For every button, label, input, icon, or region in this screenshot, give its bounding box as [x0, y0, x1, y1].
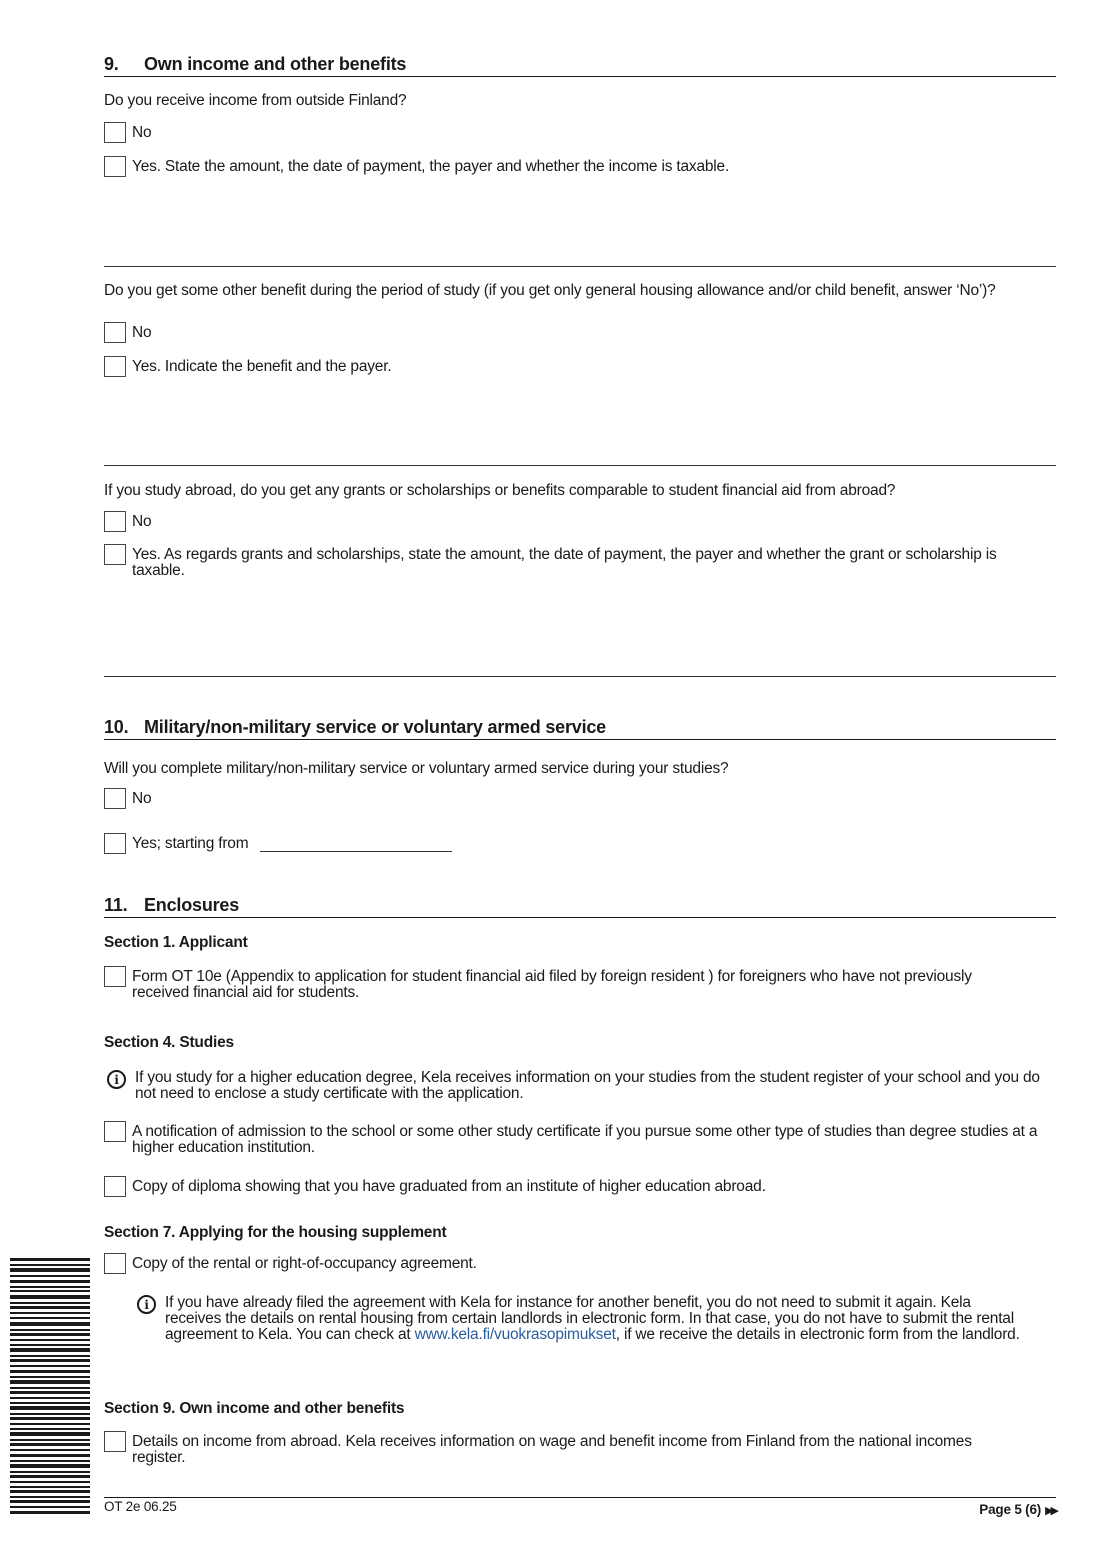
service-no-checkbox[interactable]	[104, 788, 126, 809]
option-label: Yes; starting from	[132, 835, 249, 852]
enclosure-admission-checkbox[interactable]	[104, 1121, 126, 1142]
option-label: No	[132, 790, 152, 807]
enclosure-studies-heading: Section 4. Studies	[104, 1034, 234, 1051]
section-11-title	[104, 895, 1056, 918]
option-label: Yes. Indicate the benefit and the payer.	[132, 358, 392, 375]
abroad-grants-no-checkbox[interactable]	[104, 511, 126, 532]
income-abroad-question: Do you receive income from outside Finland?	[104, 92, 407, 109]
other-benefit-no-checkbox[interactable]	[104, 322, 126, 343]
income-abroad-no-option	[104, 122, 1056, 143]
info-text	[165, 1295, 1025, 1343]
service-start-date-field[interactable]	[260, 838, 452, 852]
enclosure-income-heading: Section 9. Own income and other benefits	[104, 1400, 405, 1417]
service-yes-checkbox[interactable]	[104, 833, 126, 854]
option-label: No	[132, 513, 152, 530]
section-number: 11.	[104, 895, 128, 915]
option-label: Copy of the rental or right-of-occupancy agreement.	[132, 1255, 477, 1272]
other-benefit-no-option	[104, 322, 1056, 343]
enclosure-diploma-checkbox[interactable]	[104, 1176, 126, 1197]
info-text: If you study for a higher education degree, Kela receives information on your studies from the student register of your school and you do not need to enclose a study certificate with the application.	[135, 1069, 1040, 1102]
service-yes-option	[104, 833, 1056, 854]
page-indicator	[979, 1502, 1056, 1517]
answer-line[interactable]	[104, 266, 1056, 267]
enclosure-diploma-option	[104, 1176, 1056, 1197]
option-label: A notification of admission to the school or some other study certificate if you pursue some other type of studies than degree studies at a higher education institution.	[132, 1123, 1038, 1156]
enclosure-ot10e-checkbox[interactable]	[104, 966, 126, 987]
enclosure-admission-option	[104, 1121, 1056, 1156]
abroad-grants-question: If you study abroad, do you get any grants or scholarships or benefits comparable to student financial aid from abroad?	[104, 482, 896, 499]
info-text-part: If you have already filed the agreement with Kela for instance for another benefit, you do not need to submit it again. Kela receives the details on rental housing from certain landlords in electronic form. In that case, you do not have to submit the rental agreement to Kela. You can check at	[165, 1294, 1014, 1343]
option-label: No	[132, 324, 152, 341]
enclosure-rental-checkbox[interactable]	[104, 1253, 126, 1274]
option-label: Details on income from abroad. Kela receives information on wage and benefit income from Finland from the national incomes register.	[132, 1433, 972, 1466]
income-abroad-yes-option	[104, 156, 1056, 177]
section-title-text: Enclosures	[144, 895, 240, 915]
double-arrow-right-icon: ▶▶	[1045, 1505, 1056, 1517]
enclosure-rental-option	[104, 1253, 1056, 1274]
enclosure-housing-heading: Section 7. Applying for the housing supplement	[104, 1224, 447, 1241]
info-circle-icon: i	[107, 1070, 126, 1089]
other-benefit-yes-checkbox[interactable]	[104, 356, 126, 377]
answer-line[interactable]	[104, 465, 1056, 466]
form-code: OT 2e 06.25	[104, 1499, 177, 1514]
enclosure-income-abroad-option	[104, 1431, 1056, 1466]
other-benefit-question: Do you get some other benefit during the period of study (if you get only general housing allowance and/or child benefit, answer ‘No’)?	[104, 282, 996, 299]
abroad-grants-no-option	[104, 511, 1056, 532]
section-10-title	[104, 717, 1056, 740]
option-label: No	[132, 124, 152, 141]
studies-info-note	[107, 1070, 1057, 1102]
abroad-grants-yes-checkbox[interactable]	[104, 544, 126, 565]
footer-divider	[104, 1497, 1056, 1498]
section-number: 9.	[104, 54, 119, 74]
answer-line[interactable]	[104, 676, 1056, 677]
section-title-text: Own income and other benefits	[144, 54, 407, 74]
enclosure-income-abroad-checkbox[interactable]	[104, 1431, 126, 1452]
info-text-part: , if we receive the details in electronic form from the landlord.	[615, 1326, 1020, 1343]
abroad-grants-yes-option	[104, 544, 1056, 579]
option-label: Yes. State the amount, the date of payment, the payer and whether the income is taxable.	[132, 158, 730, 175]
housing-info-note	[137, 1295, 1057, 1343]
service-question: Will you complete military/non-military service or voluntary armed service during your studies?	[104, 760, 729, 777]
option-label: Yes. As regards grants and scholarships, state the amount, the date of payment, the payer and whether the grant or scholarship is taxable.	[132, 546, 997, 579]
section-title-text: Military/non-military service or voluntary armed service	[144, 717, 606, 737]
option-label: Copy of diploma showing that you have graduated from an institute of higher education abroad.	[132, 1178, 766, 1195]
option-label: Form OT 10e (Appendix to application for student financial aid filed by foreign resident ) for foreigners who have not previously received financial aid for students.	[132, 968, 972, 1001]
section-9-title	[104, 54, 1056, 77]
enclosure-applicant-heading: Section 1. Applicant	[104, 934, 248, 951]
page-number: Page 5 (6)	[979, 1502, 1042, 1517]
section-number: 10.	[104, 717, 129, 737]
kela-rental-link[interactable]: www.kela.fi/vuokrasopimukset	[414, 1326, 616, 1343]
income-abroad-yes-checkbox[interactable]	[104, 156, 126, 177]
enclosure-ot10e-option	[104, 966, 1056, 1001]
income-abroad-no-checkbox[interactable]	[104, 122, 126, 143]
barcode-image	[10, 1258, 90, 1514]
other-benefit-yes-option	[104, 356, 1056, 377]
info-circle-icon: i	[137, 1295, 156, 1314]
service-no-option	[104, 788, 1056, 809]
